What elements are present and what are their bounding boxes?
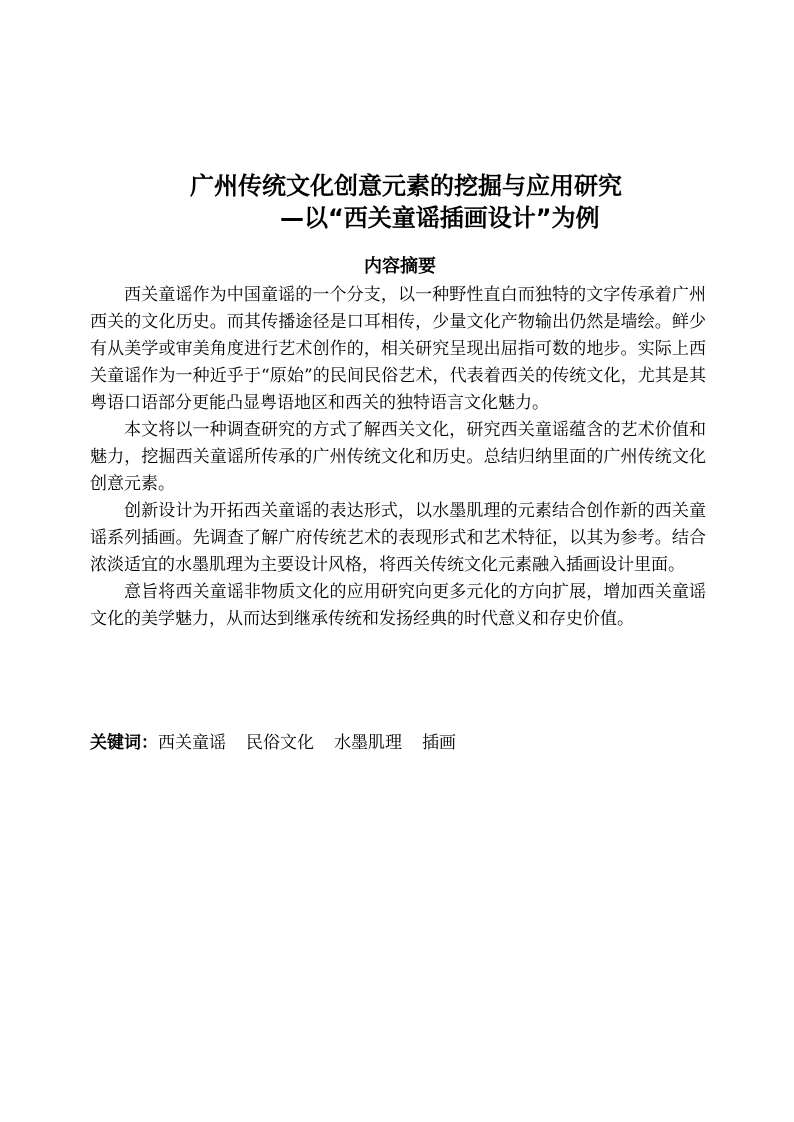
keywords-label: 关键词： — [90, 733, 158, 753]
keyword-item: 西关童谣 — [158, 733, 226, 753]
abstract-paragraph-3: 创新设计为开拓西关童谣的表达形式，以水墨肌理的元素结合创作新的西关童谣系列插画。先调查了解广府传统艺术的表现形式和艺术特征，以其为参考。结合浓淡适宜的水墨肌理为主要设计风格，将西关传统文化元素融入插画设计里面。 — [90, 501, 706, 575]
abstract-paragraph-1: 西关童谣作为中国童谣的一个分支，以一种野性直白而独特的文字传承着广州西关的文化历史。而其传播途径是口耳相传，少量文化产物输出仍然是墙绘。鲜少有从美学或审美角度进行艺术创作的，相关研究呈现出屈指可数的地步。实际上西关童谣作为一种近乎于“原始”的民间民俗艺术，代表着西关的传统文化，尤其是其粤语口语部分更能凸显粤语地区和西关的独特语言文化魅力。 — [90, 285, 706, 413]
keywords-line — [90, 730, 706, 756]
document-subtitle: —以“西关童谣插画设计”为例 — [280, 204, 600, 232]
document-title: 广州传统文化创意元素的挖掘与应用研究 — [190, 172, 622, 200]
abstract-body — [90, 282, 706, 633]
keyword-item: 插画 — [422, 733, 456, 753]
keyword-item: 水墨肌理 — [334, 733, 402, 753]
keyword-item: 民俗文化 — [246, 733, 314, 753]
abstract-heading: 内容摘要 — [364, 256, 436, 277]
abstract-paragraph-4: 意旨将西关童谣非物质文化的应用研究向更多元化的方向扩展，增加西关童谣文化的美学魅力，从而达到继承传统和发扬经典的时代意义和存史价值。 — [90, 582, 706, 629]
abstract-paragraph-2: 本文将以一种调查研究的方式了解西关文化，研究西关童谣蕴含的艺术价值和魅力，挖掘西关童谣所传承的广州传统文化和历史。总结归纳里面的广州传统文化创意元素。 — [90, 420, 706, 494]
